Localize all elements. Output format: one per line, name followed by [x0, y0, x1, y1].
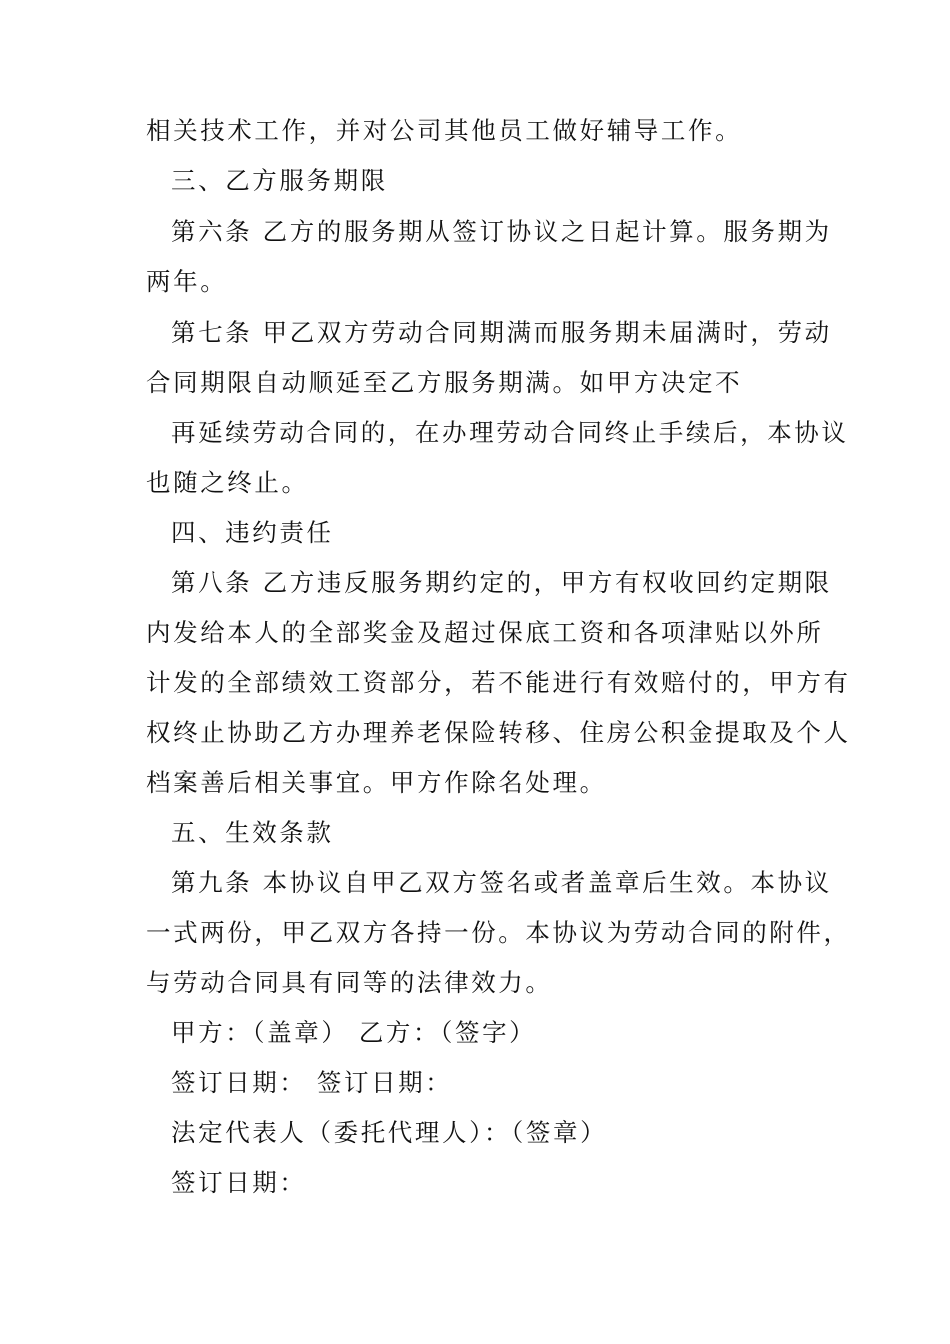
article-8-line-5: 档案善后相关事宜。甲方作除名处理。 — [146, 768, 607, 797]
article-8-line-3: 计发的全部绩效工资部分，若不能进行有效赔付的，甲方有 — [146, 668, 851, 697]
article-8-line-4: 权终止协助乙方办理养老保险转移、住房公积金提取及个人 — [146, 718, 851, 747]
signature-parties-line: 甲方：（盖章） 乙方：（签字） — [171, 1018, 537, 1047]
final-signing-date-line: 签订日期： — [171, 1168, 307, 1197]
article-7-line-4: 也随之终止。 — [146, 468, 309, 497]
article-7-line-1: 第七条 甲乙双方劳动合同期满而服务期未届满时，劳动 — [171, 318, 832, 347]
article-8-line-1: 第八条 乙方违反服务期约定的，甲方有权收回约定期限 — [171, 568, 832, 597]
section-heading-5: 五、生效条款 — [171, 818, 334, 847]
article-8-line-2: 内发给本人的全部奖金及超过保底工资和各项津贴以外所 — [146, 618, 824, 647]
signing-dates-line: 签订日期： 签订日期： — [171, 1068, 453, 1097]
legal-representative-line: 法定代表人（委托代理人）：（签章） — [171, 1118, 608, 1147]
section-heading-3: 三、乙方服务期限 — [171, 166, 388, 195]
article-7-line-2: 合同期限自动顺延至乙方服务期满。如甲方决定不 — [146, 368, 743, 397]
article-6-line-2: 两年。 — [146, 267, 228, 296]
article-7-line-3: 再延续劳动合同的，在办理劳动合同终止手续后，本协议 — [171, 418, 849, 447]
section-heading-4: 四、违约责任 — [171, 518, 334, 547]
text-line-1: 相关技术工作，并对公司其他员工做好辅导工作。 — [146, 116, 743, 145]
article-9-line-3: 与劳动合同具有同等的法律效力。 — [146, 968, 553, 997]
article-9-line-2: 一式两份，甲乙双方各持一份。本协议为劳动合同的附件， — [146, 918, 851, 947]
article-9-line-1: 第九条 本协议自甲乙双方签名或者盖章后生效。本协议 — [171, 868, 832, 897]
article-6-line-1: 第六条 乙方的服务期从签订协议之日起计算。服务期为 — [171, 217, 832, 246]
